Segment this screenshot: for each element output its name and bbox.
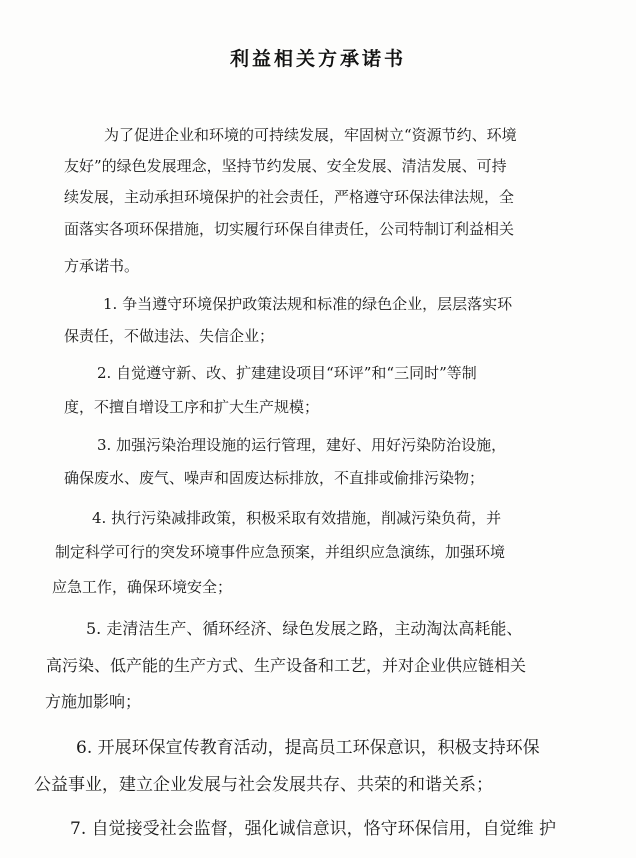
item-line: 2. 自觉遵守新、改、扩建建设项目“环评”和“三同时”等制	[97, 364, 477, 382]
item-line: 4. 执行污染减排政策，积极采取有效措施，削减污染负荷，并	[92, 509, 502, 527]
intro-line: 为了促进企业和环境的可持续发展，牢固树立“资源节约、环境	[104, 126, 517, 144]
item-line: 5. 走清洁生产、循环经济、绿色发展之路，主动淘汰高耗能、	[86, 619, 523, 638]
item-line: 7. 自觉接受社会监督，强化诚信意识，恪守环保信用，自觉维 护	[70, 819, 557, 839]
item-line: 高污染、低产能的生产方式、生产设备和工艺，并对企业供应链相关	[46, 656, 527, 675]
item-line: 公益事业，建立企业发展与社会发展共存、共荣的和谐关系；	[34, 775, 493, 795]
item-line: 制定科学可行的突发环境事件应急预案，并组织应急演练，加强环境	[55, 543, 506, 561]
intro-line: 续发展，主动承担环境保护的社会责任，严格遵守环保法律法规，全	[64, 188, 515, 206]
item-line: 保责任，不做违法、失信企业；	[64, 327, 275, 345]
item-line: 应急工作，确保环境安全；	[52, 578, 233, 596]
item-line: 1. 争当遵守环境保护政策法规和标准的绿色企业，层层落实环	[103, 295, 513, 313]
intro-line: 友好”的绿色发展理念，坚持节约发展、安全发展、清洁发展、可持	[64, 157, 507, 175]
intro-line: 面落实各项环保措施，切实履行环保自律责任，公司特制订利益相关	[64, 220, 515, 238]
item-line: 6. 开展环保宣传教育活动，提高员工环保意识，积极支持环保	[76, 738, 540, 758]
intro-line: 方承诺书。	[64, 257, 140, 275]
document-title: 利益相关方承诺书	[229, 48, 406, 70]
item-line: 3. 加强污染治理设施的运行管理，建好、用好污染防治设施，	[97, 436, 507, 454]
item-line: 确保废水、废气、噪声和固废达标排放，不直排或偷排污染物；	[64, 469, 485, 487]
item-line: 度，不擅自增设工序和扩大生产规模；	[64, 398, 320, 416]
item-line: 方施加影响；	[45, 692, 142, 711]
